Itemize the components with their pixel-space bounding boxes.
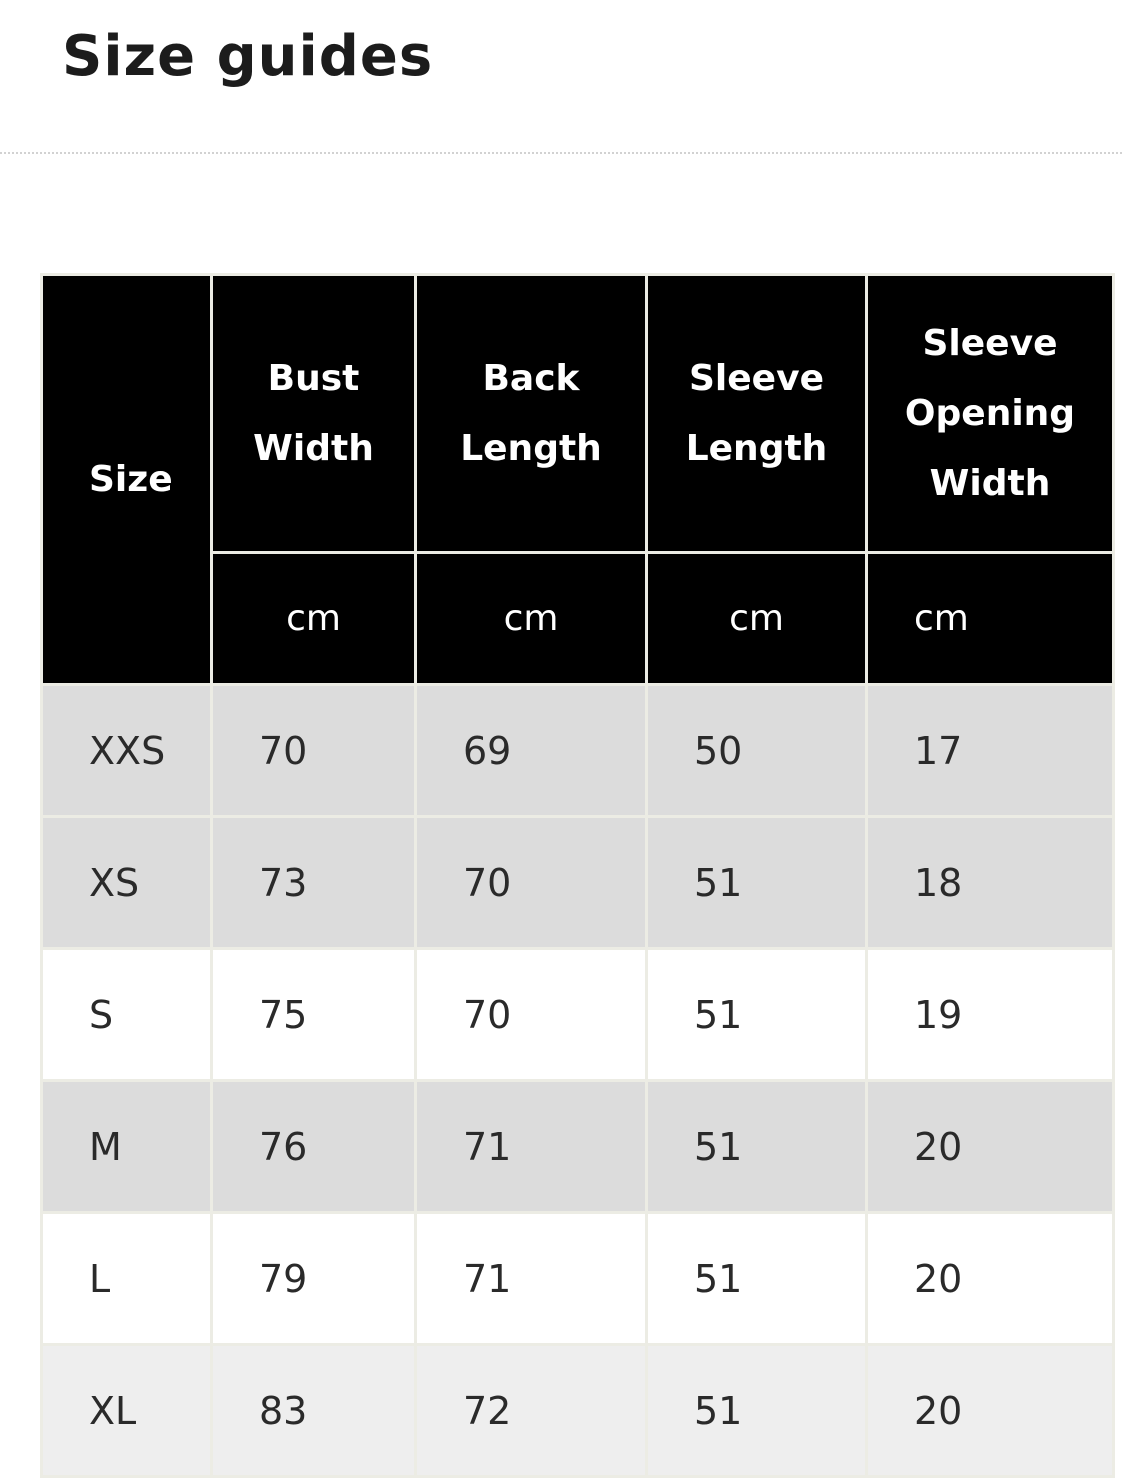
column-header-sleeve-opening-width <box>867 275 1114 553</box>
header-line: Opening <box>904 392 1076 434</box>
size-cell: M <box>42 1081 212 1213</box>
table-header-row <box>42 275 1114 553</box>
unit-label: cm <box>647 553 867 685</box>
sleeve-length-cell: 51 <box>647 949 867 1081</box>
back-length-cell: 69 <box>416 685 647 817</box>
page-title: Size guides <box>62 24 434 89</box>
size-cell: XS <box>42 817 212 949</box>
sleeve-opening-width-cell: 20 <box>867 1213 1114 1345</box>
back-length-cell: 71 <box>416 1213 647 1345</box>
sleeve-length-cell: 51 <box>647 1081 867 1213</box>
header-line: Sleeve <box>922 322 1058 364</box>
sleeve-opening-width-cell: 18 <box>867 817 1114 949</box>
table-row <box>42 1081 1114 1213</box>
table-row <box>42 1345 1114 1477</box>
back-length-cell: 70 <box>416 817 647 949</box>
back-length-cell: 71 <box>416 1081 647 1213</box>
size-cell: XXS <box>42 685 212 817</box>
header-line: Bust <box>267 357 360 399</box>
header-line: Sleeve <box>689 357 824 399</box>
unit-label: cm <box>867 553 1114 685</box>
header-line: Back <box>482 357 580 399</box>
size-cell: L <box>42 1213 212 1345</box>
sleeve-opening-width-cell: 17 <box>867 685 1114 817</box>
column-header-bust-width <box>212 275 416 553</box>
header-line: Width <box>929 462 1051 504</box>
header-line: Width <box>253 427 374 469</box>
sleeve-length-cell: 50 <box>647 685 867 817</box>
column-header-sleeve-length <box>647 275 867 553</box>
sleeve-length-cell: 51 <box>647 817 867 949</box>
size-cell: XL <box>42 1345 212 1477</box>
bust-width-cell: 83 <box>212 1345 416 1477</box>
header-line: Length <box>685 427 828 469</box>
table-row <box>42 949 1114 1081</box>
back-length-cell: 72 <box>416 1345 647 1477</box>
bust-width-cell: 73 <box>212 817 416 949</box>
header-line: Length <box>460 427 602 469</box>
size-cell: S <box>42 949 212 1081</box>
sleeve-opening-width-cell: 20 <box>867 1081 1114 1213</box>
sleeve-opening-width-cell: 19 <box>867 949 1114 1081</box>
table-row <box>42 817 1114 949</box>
bust-width-cell: 70 <box>212 685 416 817</box>
sleeve-length-cell: 51 <box>647 1345 867 1477</box>
unit-label: cm <box>212 553 416 685</box>
column-header-size: Size <box>42 275 212 685</box>
sleeve-opening-width-cell: 20 <box>867 1345 1114 1477</box>
table-row <box>42 685 1114 817</box>
unit-label: cm <box>416 553 647 685</box>
size-guide-table <box>40 273 1115 1478</box>
bust-width-cell: 76 <box>212 1081 416 1213</box>
column-header-back-length <box>416 275 647 553</box>
back-length-cell: 70 <box>416 949 647 1081</box>
bust-width-cell: 79 <box>212 1213 416 1345</box>
sleeve-length-cell: 51 <box>647 1213 867 1345</box>
bust-width-cell: 75 <box>212 949 416 1081</box>
title-divider <box>0 152 1122 154</box>
table-row <box>42 1213 1114 1345</box>
